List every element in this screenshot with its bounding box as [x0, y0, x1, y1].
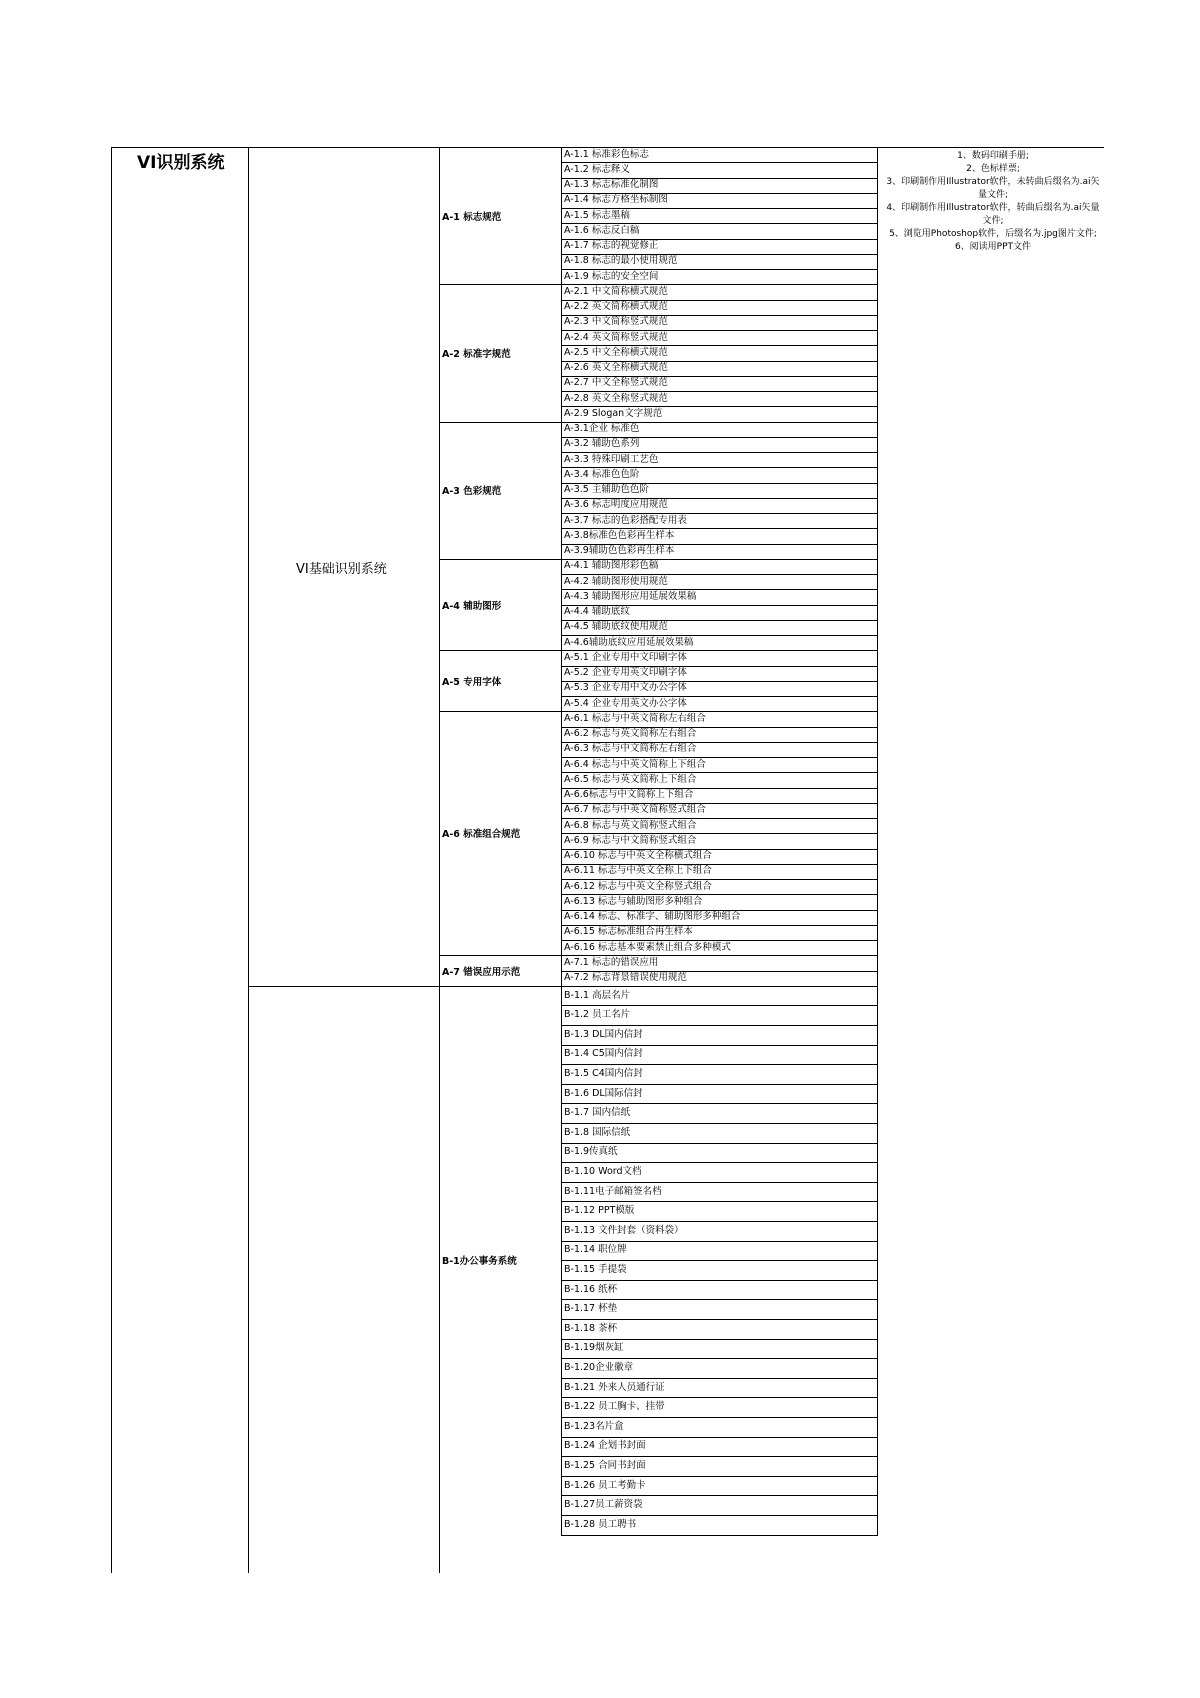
- list-item: A-2.6 英文全称横式规范: [564, 362, 668, 374]
- list-item: A-3.9辅助色色彩再生样本: [564, 545, 675, 557]
- page-title: VI识别系统: [137, 153, 225, 173]
- group-label: A-3 色彩规范: [442, 486, 502, 498]
- list-item: A-2.9 Slogan文字规范: [564, 407, 663, 419]
- list-item: B-1.24 企划书封面: [564, 1440, 646, 1452]
- list-item: A-1.6 标志反白稿: [564, 224, 640, 236]
- list-item: A-6.9 标志与中文简称竖式组合: [564, 834, 697, 846]
- table-border: [561, 1476, 878, 1477]
- list-item: B-1.28 员工聘书: [564, 1518, 637, 1530]
- table-border: [561, 1143, 878, 1144]
- group-label: A-4 辅助图形: [442, 600, 502, 612]
- group-label: A-2 标准字规范: [442, 348, 511, 360]
- table-border: [561, 1260, 878, 1261]
- list-item: A-2.7 中文全称竖式规范: [564, 377, 668, 389]
- table-border: [561, 467, 878, 468]
- list-item: B-1.1 高层名片: [564, 989, 631, 1001]
- table-border: [561, 1241, 878, 1242]
- group-label: A-5 专用字体: [442, 676, 502, 688]
- table-border: [561, 1123, 878, 1124]
- table-border: [561, 284, 878, 285]
- list-item: B-1.14 职位牌: [564, 1244, 627, 1256]
- list-item: A-6.7 标志与中英文简称竖式组合: [564, 804, 706, 816]
- list-item: A-6.3 标志与中文简称左右组合: [564, 743, 697, 755]
- table-border: [248, 147, 249, 1573]
- table-border: [561, 513, 878, 514]
- list-item: B-1.11电子邮箱签名档: [564, 1185, 662, 1197]
- list-item: B-1.21 外来人员通行证: [564, 1381, 665, 1393]
- note-line: 3、印刷制作用Illustrator软件，未转曲后缀名为.ai矢量文件;: [886, 177, 1100, 200]
- table-border: [561, 635, 878, 636]
- table-border: [561, 330, 878, 331]
- table-border: [561, 955, 878, 956]
- table-border: [561, 894, 878, 895]
- list-item: A-1.3 标志标准化制图: [564, 179, 659, 191]
- table-border: [561, 650, 878, 651]
- list-item: B-1.27员工薪资袋: [564, 1499, 643, 1511]
- table-border: [111, 147, 112, 1573]
- table-border: [561, 574, 878, 575]
- table-border: [561, 452, 878, 453]
- list-item: A-3.8标准色色彩再生样本: [564, 529, 675, 541]
- table-border: [561, 1495, 878, 1496]
- list-item: A-3.3 特殊印刷工艺色: [564, 453, 659, 465]
- table-border: [561, 1162, 878, 1163]
- table-border: [561, 528, 878, 529]
- list-item: A-6.2 标志与英文简称左右组合: [564, 728, 697, 740]
- table-border: [561, 711, 878, 712]
- list-item: B-1.18 茶杯: [564, 1322, 618, 1334]
- table-border: [561, 1437, 878, 1438]
- note-line: 4、印刷制作用Illustrator软件，转曲后缀名为.ai矢量文件;: [886, 203, 1100, 226]
- list-item: B-1.22 员工胸卡、挂带: [564, 1401, 665, 1413]
- list-item: A-1.2 标志释义: [564, 163, 630, 175]
- table-border: [561, 1201, 878, 1202]
- list-item: A-1.9 标志的安全空间: [564, 270, 659, 282]
- list-item: A-3.7 标志的色彩搭配专用表: [564, 514, 687, 526]
- table-border: [561, 1025, 878, 1026]
- list-item: A-6.10 标志与中英文全称横式组合: [564, 850, 712, 862]
- list-item: B-1.20企业徽章: [564, 1361, 634, 1373]
- list-item: A-6.11 标志与中英文全称上下组合: [564, 865, 712, 877]
- group-label: A-6 标准组合规范: [442, 829, 521, 841]
- table-border: [561, 1358, 878, 1359]
- list-item: A-6.1 标志与中英文简称左右组合: [564, 712, 706, 724]
- table-border: [248, 986, 439, 987]
- list-item: B-1.16 纸杯: [564, 1283, 618, 1295]
- list-item: B-1.13 文件封套（资料袋）: [564, 1224, 684, 1236]
- table-border: [561, 1045, 878, 1046]
- table-border: [561, 1378, 878, 1379]
- system-label: VI基础识别系统: [296, 562, 387, 578]
- table-border: [561, 1456, 878, 1457]
- table-border: [561, 1280, 878, 1281]
- list-item: B-1.26 员工考勤卡: [564, 1479, 646, 1491]
- table-border: [877, 147, 878, 1536]
- list-item: A-5.1 企业专用中文印刷字体: [564, 651, 687, 663]
- list-item: A-7.1 标志的错误应用: [564, 956, 659, 968]
- list-item: A-6.14 标志、标准字、辅助图形多种组合: [564, 911, 741, 923]
- list-item: A-2.3 中文简称竖式规范: [564, 316, 668, 328]
- table-border: [561, 1005, 878, 1006]
- list-item: B-1.10 Word文档: [564, 1165, 642, 1177]
- table-border: [561, 1064, 878, 1065]
- table-border: [561, 1103, 878, 1104]
- group-label: A-1 标志规范: [442, 211, 502, 223]
- list-item: A-5.2 企业专用英文印刷字体: [564, 667, 687, 679]
- table-border: [561, 772, 878, 773]
- table-border: [561, 1417, 878, 1418]
- table-border: [561, 223, 878, 224]
- note-line: 6、阅读用PPT文件: [954, 242, 1032, 252]
- list-item: A-4.3 辅助图形应用延展效果稿: [564, 590, 697, 602]
- table-border: [561, 269, 878, 270]
- list-item: A-3.4 标准色色阶: [564, 468, 640, 480]
- table-border: [561, 1221, 878, 1222]
- table-border: [561, 986, 878, 987]
- list-item: A-1.7 标志的视觉修正: [564, 240, 659, 252]
- table-border: [561, 147, 562, 1536]
- table-border: [111, 147, 1104, 148]
- list-item: B-1.4 C5国内信封: [564, 1048, 643, 1060]
- table-border: [561, 208, 878, 209]
- list-item: A-4.1 辅助图形彩色稿: [564, 560, 659, 572]
- table-border: [561, 1397, 878, 1398]
- table-border: [561, 589, 878, 590]
- list-item: A-1.4 标志方格坐标制图: [564, 194, 668, 206]
- list-item: A-6.8 标志与英文简称竖式组合: [564, 819, 697, 831]
- list-item: A-1.1 标准彩色标志: [564, 148, 649, 160]
- list-item: B-1.17 杯垫: [564, 1303, 618, 1315]
- table-border: [561, 818, 878, 819]
- list-item: B-1.23名片盒: [564, 1420, 624, 1432]
- list-item: B-1.15 手提袋: [564, 1263, 627, 1275]
- list-item: B-1.19烟灰缸: [564, 1342, 624, 1354]
- table-border: [561, 1339, 878, 1340]
- list-item: A-6.6标志与中文简称上下组合: [564, 789, 694, 801]
- list-item: A-3.6 标志明度应用规范: [564, 499, 668, 511]
- list-item: A-6.4 标志与中英文简称上下组合: [564, 758, 706, 770]
- group-label: A-7 错误应用示范: [442, 966, 521, 978]
- list-item: A-2.8 英文全称竖式规范: [564, 392, 668, 404]
- list-item: B-1.6 DL国际信封: [564, 1087, 643, 1099]
- list-item: A-6.5 标志与英文简称上下组合: [564, 773, 697, 785]
- list-item: B-1.2 员工名片: [564, 1009, 631, 1021]
- list-item: A-3.5 主辅助色色阶: [564, 484, 649, 496]
- notes-list: [885, 150, 1101, 254]
- table-border: [561, 162, 878, 163]
- list-item: A-6.12 标志与中英文全称竖式组合: [564, 880, 712, 892]
- table-border: [561, 391, 878, 392]
- list-item: A-5.3 企业专用中文办公字体: [564, 682, 687, 694]
- table-border: [561, 1515, 878, 1516]
- table-border: [439, 147, 440, 1573]
- table-border: [561, 940, 878, 941]
- list-item: A-4.4 辅助底纹: [564, 606, 630, 618]
- list-item: B-1.25 合同书封面: [564, 1459, 646, 1471]
- list-item: B-1.7 国内信纸: [564, 1107, 631, 1119]
- list-item: A-1.8 标志的最小使用规范: [564, 255, 678, 267]
- list-item: A-3.1企业 标准色: [564, 423, 640, 435]
- table-border: [561, 833, 878, 834]
- list-item: A-4.5 辅助底纹使用规范: [564, 621, 668, 633]
- note-line: 5、浏览用Photoshop软件，后缀名为.jpg图片文件;: [889, 229, 1097, 239]
- list-item: B-1.5 C4国内信封: [564, 1067, 643, 1079]
- list-item: A-7.2 标志背景错误使用规范: [564, 972, 687, 984]
- list-item: B-1.12 PPT模版: [564, 1205, 635, 1217]
- table-border: [561, 406, 878, 407]
- table-border: [561, 1299, 878, 1300]
- table-border: [561, 1182, 878, 1183]
- table-border: [561, 757, 878, 758]
- list-item: A-4.2 辅助图形使用规范: [564, 575, 668, 587]
- list-item: A-3.2 辅助色系列: [564, 438, 640, 450]
- list-item: A-2.2 英文简称横式规范: [564, 301, 668, 313]
- list-item: A-6.13 标志与辅助图形多种组合: [564, 895, 703, 907]
- list-item: B-1.9传真纸: [564, 1146, 618, 1158]
- table-border: [561, 696, 878, 697]
- table-border: [561, 345, 878, 346]
- list-item: B-1.8 国际信纸: [564, 1126, 631, 1138]
- list-item: A-2.1 中文简称横式规范: [564, 285, 668, 297]
- note-line: 1、数码印刷手册;: [957, 151, 1029, 161]
- note-line: 2、色标样票;: [966, 164, 1020, 174]
- group-label: B-1办公事务系统: [442, 1256, 517, 1268]
- list-item: A-6.16 标志基本要素禁止组合多种模式: [564, 941, 731, 953]
- list-item: A-1.5 标志墨稿: [564, 209, 630, 221]
- list-item: A-5.4 企业专用英文办公字体: [564, 697, 687, 709]
- table-border: [561, 879, 878, 880]
- list-item: A-6.15 标志标准组合再生样本: [564, 926, 693, 938]
- list-item: B-1.3 DL国内信封: [564, 1028, 643, 1040]
- list-item: A-2.5 中文全称横式规范: [564, 346, 668, 358]
- table-border: [561, 1319, 878, 1320]
- table-border: [561, 1084, 878, 1085]
- table-border: [561, 1535, 878, 1536]
- list-item: A-2.4 英文简称竖式规范: [564, 331, 668, 343]
- list-item: A-4.6辅助底纹应用延展效果稿: [564, 636, 694, 648]
